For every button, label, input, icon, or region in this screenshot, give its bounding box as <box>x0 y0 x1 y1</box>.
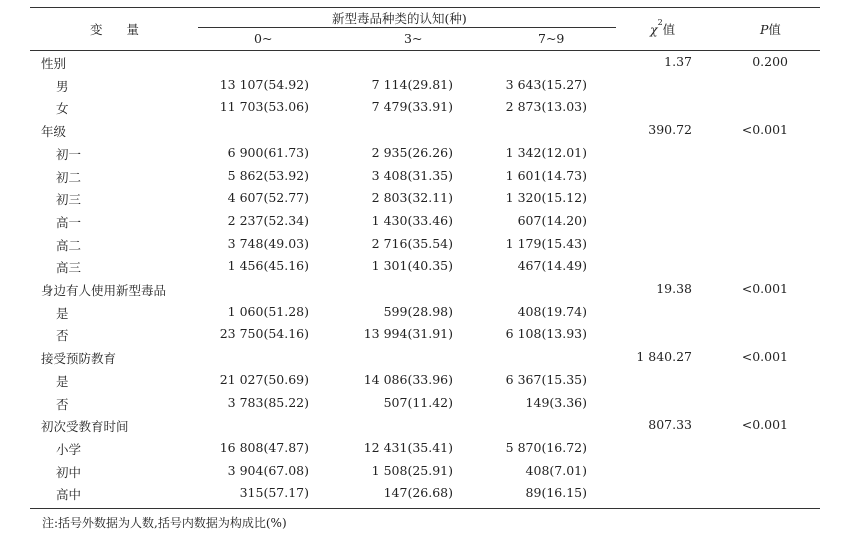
cell-0: 1 456(45.16) <box>227 258 309 274</box>
cell-0: 315(57.17) <box>239 485 309 501</box>
header-variable: 变 量 <box>90 22 149 37</box>
cell-7-9: 6 367(15.35) <box>505 371 587 387</box>
cell-chi-square: 390.72 <box>648 122 692 138</box>
row-label: 初中 <box>56 464 82 480</box>
table-footnote: 注:括号外数据为人数,括号内数据为构成比(%) <box>42 516 287 530</box>
cell-3: 7 114(29.81) <box>371 76 453 92</box>
group-header-rule <box>198 27 616 28</box>
cell-0: 21 027(50.69) <box>219 371 309 387</box>
cell-0: 11 703(53.06) <box>219 99 309 115</box>
row-label: 男 <box>56 78 69 94</box>
table-row <box>0 391 842 413</box>
cell-chi-square: 19.38 <box>656 281 692 296</box>
table-top-rule <box>30 7 820 8</box>
cell-3: 1 430(33.46) <box>371 212 453 228</box>
cell-0: 23 750(54.16) <box>219 326 309 342</box>
table-row <box>0 232 842 254</box>
cell-p-value: <0.001 <box>741 349 788 365</box>
cell-7-9: 1 179(15.43) <box>505 235 587 251</box>
cell-7-9: 5 870(16.72) <box>505 439 587 455</box>
cell-0: 3 904(67.08) <box>227 462 309 478</box>
cell-0: 5 862(53.92) <box>227 167 309 183</box>
cell-3: 14 086(33.96) <box>363 371 453 387</box>
cell-3: 12 431(35.41) <box>363 439 453 455</box>
p-suffix: 值 <box>768 22 781 37</box>
table-row <box>0 436 842 458</box>
row-label: 高中 <box>56 487 82 503</box>
row-label: 接受预防教育 <box>41 351 117 367</box>
row-label: 初一 <box>56 146 82 162</box>
header-col-3: 3~ <box>404 31 423 46</box>
cell-chi-square: 807.33 <box>648 417 692 433</box>
cell-chi-square: 1.37 <box>664 54 692 69</box>
p-symbol: P <box>760 22 769 37</box>
cell-0: 3 783(85.22) <box>227 394 309 410</box>
row-label: 高三 <box>56 260 82 276</box>
cell-3: 2 716(35.54) <box>371 235 453 251</box>
row-label: 年级 <box>41 124 67 140</box>
row-label: 高二 <box>56 237 82 253</box>
cell-p-value: <0.001 <box>741 122 788 138</box>
table-row <box>0 95 842 117</box>
cell-7-9: 2 873(13.03) <box>505 99 587 115</box>
table-row <box>0 345 842 367</box>
header-p-value <box>760 20 781 38</box>
cell-p-value: 0.200 <box>752 54 788 69</box>
table-row <box>0 368 842 390</box>
cell-0: 1 060(51.28) <box>227 303 309 319</box>
cell-7-9: 149(3.36) <box>525 394 587 410</box>
cell-3: 147(26.68) <box>383 485 453 501</box>
row-label: 初二 <box>56 169 82 185</box>
cell-7-9: 1 342(12.01) <box>505 144 587 160</box>
table-row <box>0 73 842 95</box>
cell-7-9: 408(19.74) <box>517 303 587 319</box>
cell-0: 4 607(52.77) <box>227 190 309 206</box>
cell-7-9: 1 320(15.12) <box>505 190 587 206</box>
table-row <box>0 277 842 299</box>
header-col-7-9: 7~9 <box>538 31 565 46</box>
cell-3: 1 301(40.35) <box>371 258 453 274</box>
cell-3: 13 994(31.91) <box>363 326 453 342</box>
cell-7-9: 6 108(13.93) <box>505 326 587 342</box>
cell-3: 2 935(26.26) <box>371 144 453 160</box>
table-bottom-rule <box>30 508 820 509</box>
cell-p-value: <0.001 <box>741 281 788 296</box>
table-row <box>0 186 842 208</box>
row-label: 否 <box>56 328 69 344</box>
cell-0: 3 748(49.03) <box>227 235 309 251</box>
table-row <box>0 118 842 140</box>
row-label: 女 <box>56 101 69 117</box>
row-label: 是 <box>56 373 69 389</box>
cell-0: 13 107(54.92) <box>219 76 309 92</box>
cell-3: 3 408(31.35) <box>371 167 453 183</box>
cell-7-9: 408(7.01) <box>525 462 587 478</box>
cell-7-9: 89(16.15) <box>525 485 587 501</box>
row-label: 否 <box>56 396 69 412</box>
cell-0: 2 237(52.34) <box>227 212 309 228</box>
cell-0: 6 900(61.73) <box>227 144 309 160</box>
table-row <box>0 459 842 481</box>
cell-3: 507(11.42) <box>383 394 453 410</box>
cell-7-9: 467(14.49) <box>517 258 587 274</box>
table-row <box>0 481 842 503</box>
cell-7-9: 3 643(15.27) <box>505 76 587 92</box>
row-label: 小学 <box>56 441 82 457</box>
row-label: 是 <box>56 305 69 321</box>
table-row <box>0 50 842 72</box>
cell-p-value: <0.001 <box>741 417 788 433</box>
row-label: 身边有人使用新型毒品 <box>41 283 167 298</box>
cell-3: 1 508(25.91) <box>371 462 453 478</box>
header-col-0: 0~ <box>254 31 273 46</box>
cell-3: 2 803(32.11) <box>371 190 453 206</box>
cell-3: 599(28.98) <box>383 303 453 319</box>
row-label: 初次受教育时间 <box>41 419 129 435</box>
header-group-title: 新型毒品种类的认知(种) <box>332 11 467 26</box>
cell-3: 7 479(33.91) <box>371 99 453 115</box>
chi-symbol: χ <box>650 22 658 37</box>
table-row <box>0 322 842 344</box>
cell-chi-square: 1 840.27 <box>636 349 692 365</box>
cell-7-9: 607(14.20) <box>517 212 587 228</box>
row-label: 性别 <box>41 56 67 71</box>
chi-suffix: 值 <box>662 22 676 37</box>
row-label: 高一 <box>56 214 82 230</box>
cell-7-9: 1 601(14.73) <box>505 167 587 183</box>
table-row <box>0 164 842 186</box>
header-chi-square <box>650 20 675 38</box>
table-row <box>0 141 842 163</box>
row-label: 初三 <box>56 192 82 208</box>
table-row <box>0 209 842 231</box>
chi-superscript: 2 <box>657 18 663 27</box>
table-row <box>0 413 842 435</box>
table-row <box>0 300 842 322</box>
table-row <box>0 254 842 276</box>
cell-0: 16 808(47.87) <box>219 439 309 455</box>
